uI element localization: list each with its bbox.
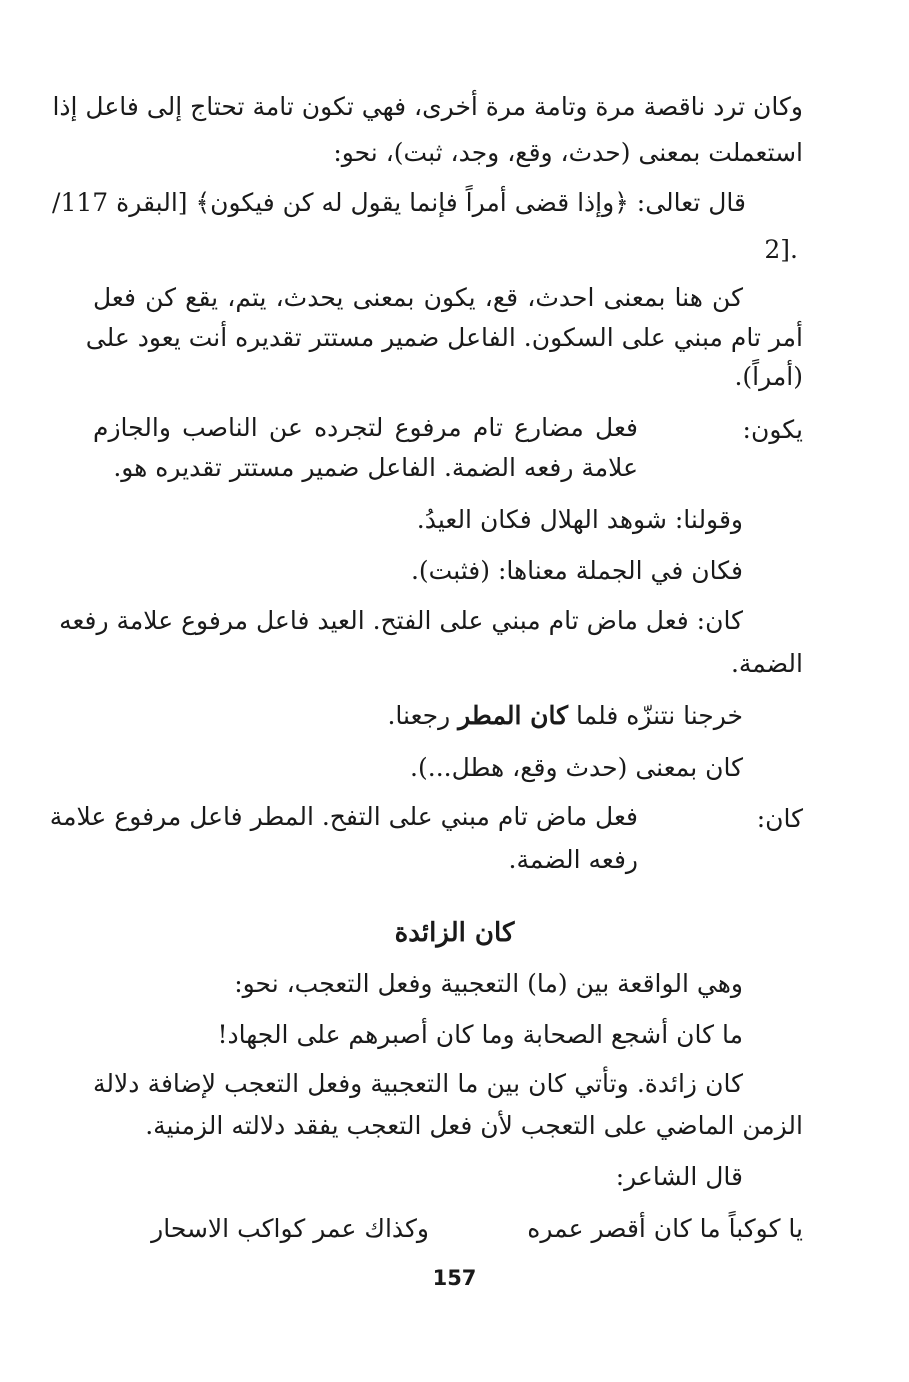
- entry-term: كان:: [756, 804, 803, 833]
- poem-hemistich-first: يا كوكباً ما كان أقصر عمره: [527, 1214, 803, 1243]
- poet-intro: قال الشاعر:: [615, 1162, 743, 1191]
- poem-hemistich-second: وكذاك عمر كواكب الاسحار: [151, 1214, 429, 1243]
- quran-quote-line: قال تعالى: ﴿وإذا قضى أمراً فإنما يقول له كن فيكون﴾ [البقرة 117/: [52, 188, 746, 217]
- analysis-line: الضمة.: [730, 649, 803, 678]
- example-line: [387, 699, 743, 733]
- paragraph-line: وكان ترد ناقصة مرة وتامة مرة أخرى، فهي تكون تامة تحتاج إلى فاعل إذا: [52, 92, 803, 121]
- example-text: رجعنا.: [387, 701, 459, 730]
- page-number: 157: [432, 1266, 477, 1290]
- example-bold-text: كان المطر: [458, 701, 569, 730]
- quran-quote-line: 2].: [764, 235, 798, 264]
- section-explanation-line: الزمن الماضي على التعجب لأن فعل التعجب يفقد دلالته الزمنية.: [145, 1111, 803, 1140]
- analysis-line: كن هنا بمعنى احدث، قع، يكون بمعنى يحدث، يتم، يقع كن فعل: [93, 283, 743, 312]
- entry-line: علامة رفعه الضمة. الفاعل ضمير مستتر تقديره هو.: [113, 453, 638, 482]
- section-example: ما كان أشجع الصحابة وما كان أصبرهم على الجهاد!: [217, 1020, 743, 1049]
- example-text: خرجنا نتنزّه فلما: [568, 701, 743, 730]
- section-intro: وهي الواقعة بين (ما) التعجبية وفعل التعجب، نحو:: [234, 969, 743, 998]
- example-line: وقولنا: شوهد الهلال فكان العيدُ.: [416, 505, 743, 534]
- entry-line: فعل ماض تام مبني على التفح. المطر فاعل مرفوع علامة: [49, 802, 638, 831]
- paragraph-line: استعملت بمعنى (حدث، وقع، وجد، ثبت)، نحو:: [333, 138, 803, 167]
- example-meaning: فكان في الجملة معناها: (فثبت).: [410, 556, 743, 585]
- section-title: كان الزائدة: [394, 918, 515, 948]
- example-meaning: كان بمعنى (حدث وقع، هطل...).: [410, 753, 743, 782]
- analysis-line: (أمراً).: [734, 362, 803, 391]
- entry-line: فعل مضارع تام مرفوع لتجرده عن الناصب والجازم: [93, 413, 638, 442]
- entry-line: رفعه الضمة.: [508, 845, 638, 874]
- analysis-line: كان: فعل ماض تام مبني على الفتح. العيد فاعل مرفوع علامة رفعه: [59, 606, 743, 635]
- section-explanation-line: كان زائدة. وتأتي كان بين ما التعجبية وفعل التعجب لإضافة دلالة: [93, 1069, 743, 1098]
- entry-term: يكون:: [742, 415, 803, 444]
- analysis-line: أمر تام مبني على السكون. الفاعل ضمير مستتر تقديره أنت يعود على: [85, 323, 803, 352]
